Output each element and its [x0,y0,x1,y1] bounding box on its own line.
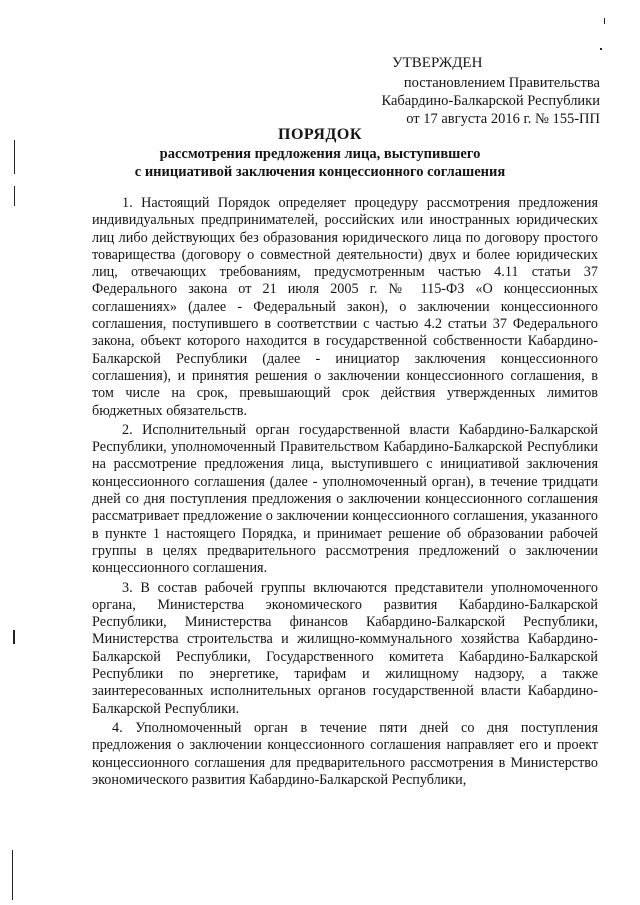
title-main: ПОРЯДОК [278,126,362,143]
scan-mark [14,140,15,174]
paragraph-3: 3. В состав рабочей группы включаются представители уполномоченного органа, Министерства экономического развития Кабардино-Балкарской Республики, Министерства финансов Кабардино-Балкарской Республики, Министерства строительства и жилищно-коммунального хозяйства Кабардино-Балкарской Республики, Государственного комитета Кабардино-Балкарской Республики по энергетике, тарифам и жилищному надзору, а также заинтересованных исполнительных органов государственной власти Кабардино-Балкарской Республики. [92,579,598,717]
document-body [92,195,598,791]
approval-line-3: от 17 августа 2016 г. № 155-ПП [406,111,600,127]
paragraph-4: 4. Уполномоченный орган в течение пяти дней со дня поступления предложения о заключении концессионного соглашения направляет его и проект концессионного соглашения для предварительного рассмотрения в Министерство экономического развития Кабардино-Балкарской Республики, [92,719,598,788]
document-title [60,125,580,181]
title-subtitle-2: с инициативой заключения концессионного соглашения [134,164,506,180]
scan-mark [13,630,15,644]
scan-mark [600,48,602,50]
title-subtitle-1: рассмотрения предложения лица, выступившего [159,146,481,162]
scan-mark [12,850,13,900]
scan-mark [604,18,605,24]
approval-line-1: постановлением Правительства [403,75,600,91]
paragraph-1: 1. Настоящий Порядок определяет процедуру рассмотрения предложения индивидуальных предпринимателей, российских или иностранных юридических лиц либо действующих без образования юридического лица по договору простого товарищества (договору о совместной деятельности) двух и более юридических лиц, отвечающих требованиям, предусмотренным частью 4.11 статьи 37 Федерального закона от 21 июля 2005 г. № 115-ФЗ «О концессионных соглашениях» (далее - Федеральный закон), о заключении концессионного соглашения, поступившего в соответствии с частью 4.2 статьи 37 Федерального закона, объект которого находится в государственной собственности Кабардино-Балкарской Республики (далее - инициатор заключения концессионного соглашения), и принятия решения о заключении концессионного соглашения, в том числе на срок, превышающий срок действия утвержденных лимитов бюджетных обязательств. [92,195,598,419]
scan-mark [14,186,15,206]
approval-heading: УТВЕРЖДЕН [392,55,483,71]
paragraph-2: 2. Исполнительный орган государственной власти Кабардино-Балкарской Республики, уполномоченный Правительством Кабардино-Балкарской Республики на рассмотрение предложения лица, выступившего с инициативой заключения концессионного соглашения (далее - уполномоченный орган), в течение тридцати дней со дня поступления предложения о заключении концессионного соглашения рассматривает предложение о заключении концессионного соглашения, указанного в пункте 1 настоящего Порядка, и принимает решение об образовании рабочей группы в целях предварительного рассмотрения предложений о заключении концессионного соглашения. [92,421,598,577]
approval-stamp [340,54,600,128]
approval-line-2: Кабардино-Балкарской Республики [381,93,600,109]
